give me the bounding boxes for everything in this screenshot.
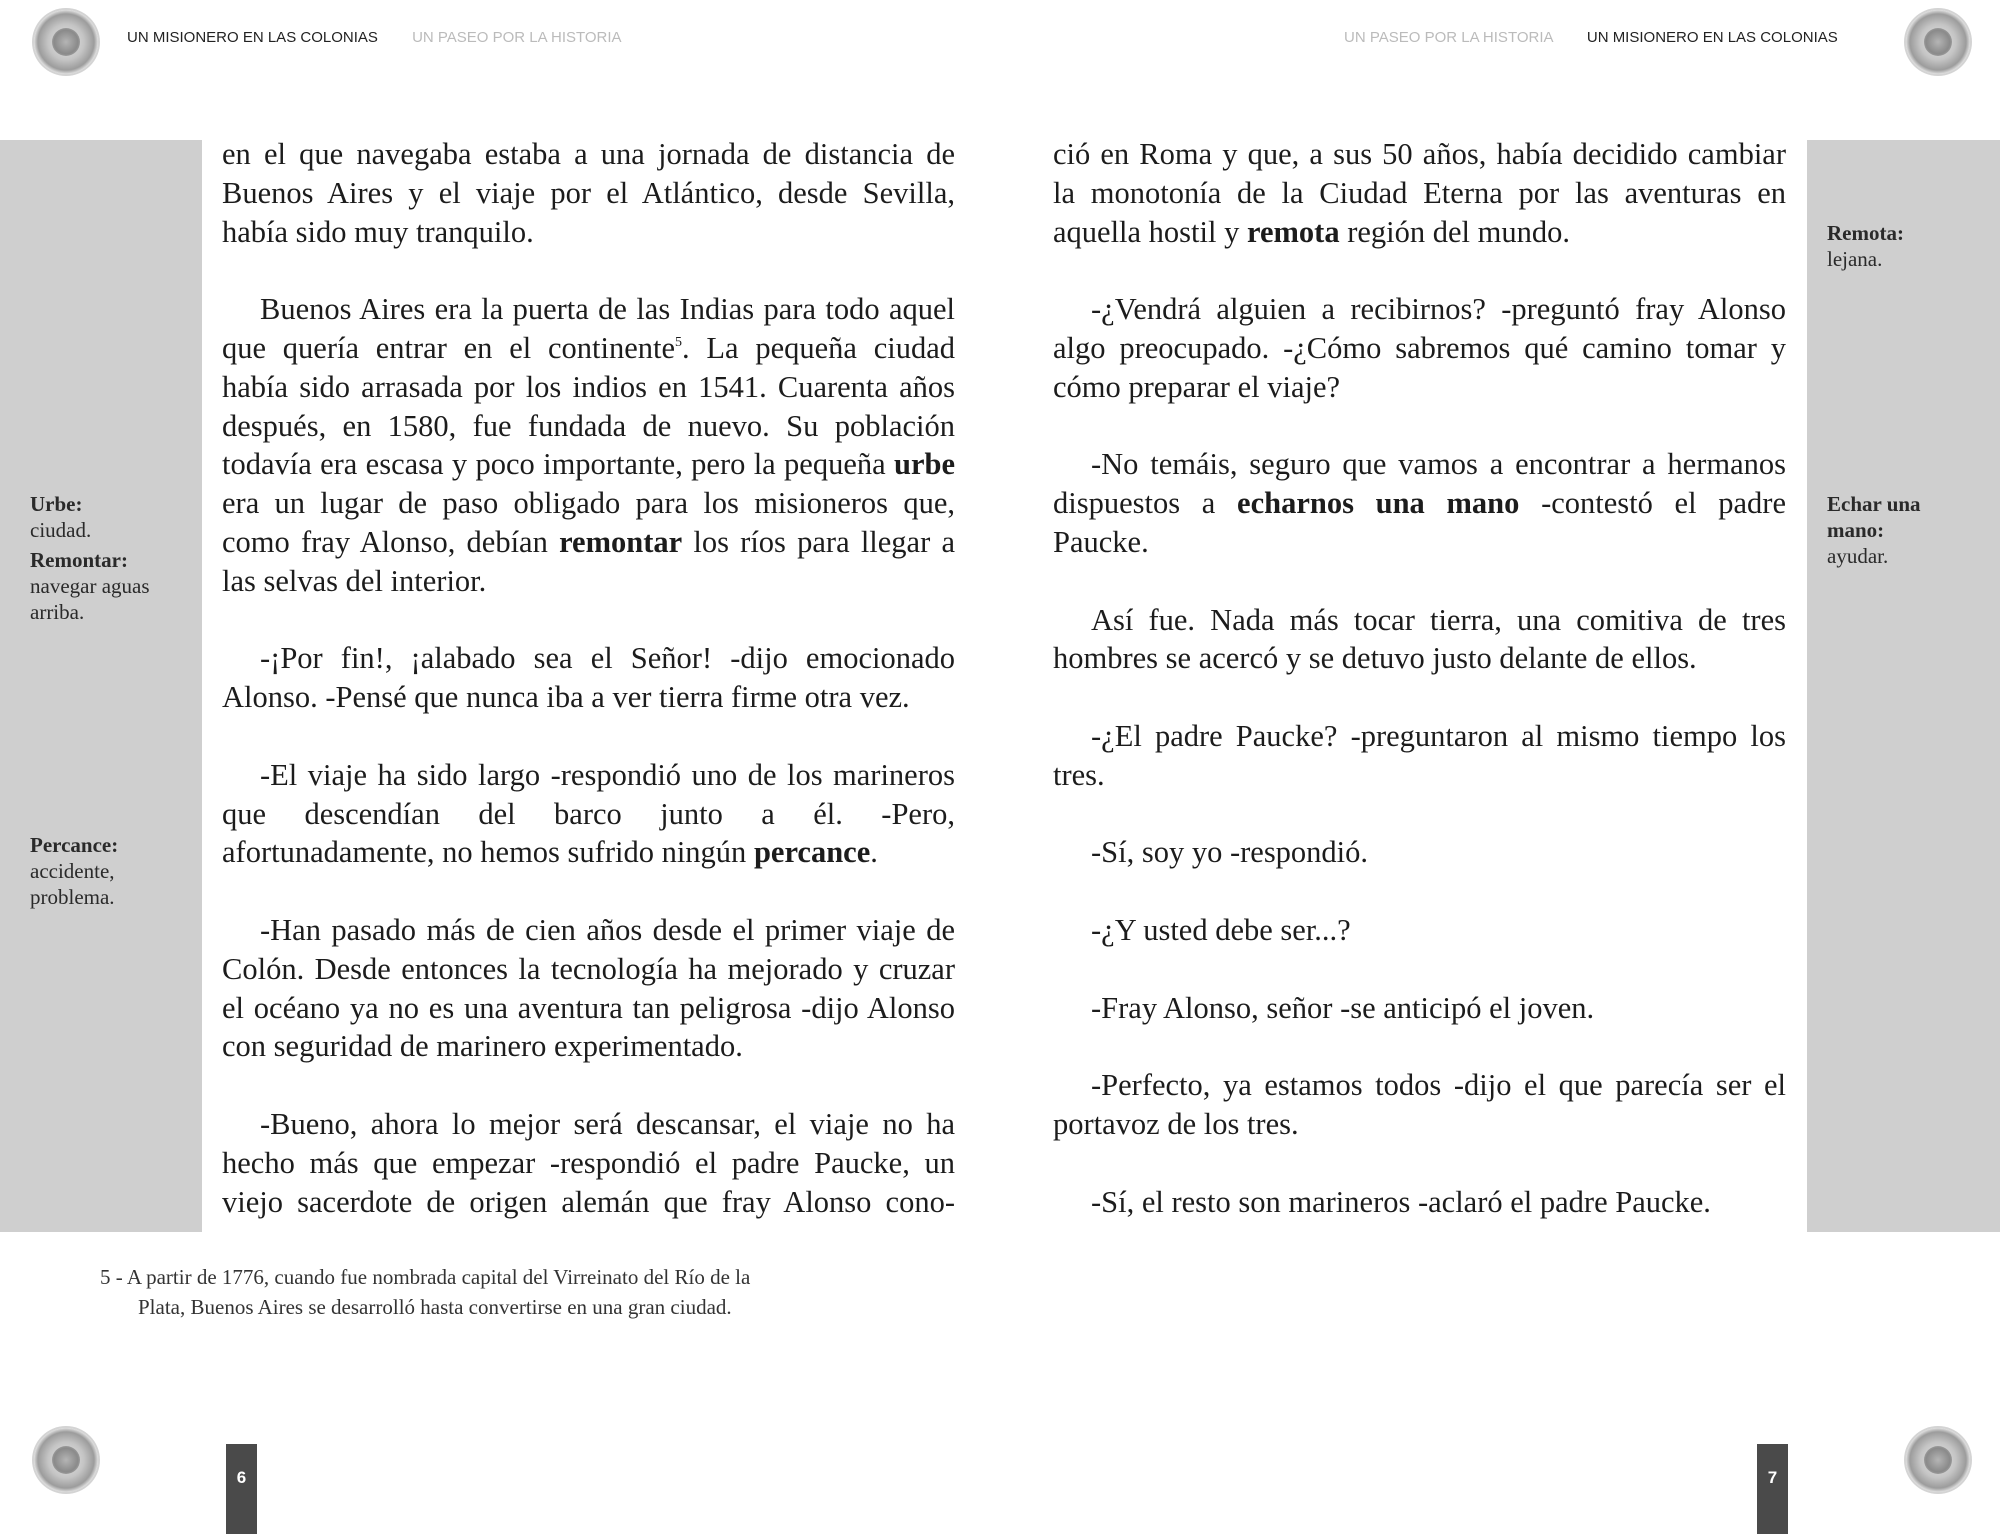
glossary-entry-echar-una-mano (1827, 491, 1957, 569)
glossary-entry-remota (1827, 220, 1987, 272)
header-title: UN MISIONERO EN LAS COLONIAS (1586, 29, 1838, 46)
paragraph: -Perfecto, ya estamos todos -dijo el que parecía ser el portavoz de los tres. (1053, 1068, 1786, 1141)
glossary-word: remontar (559, 524, 683, 559)
paragraph: -Bueno, ahora lo mejor será descansar, el viaje no ha hecho más que empezar -respondió el padre Paucke, un viejo sacerdote de origen alemán que fray Alonso cono- (222, 1106, 955, 1219)
paragraph: Así fue. Nada más tocar tierra, una comitiva de tres hombres se acercó y se detuvo justo delante de ellos. (1053, 602, 1786, 676)
glossary-definition: lejana. (1827, 247, 1883, 271)
body-text (222, 135, 955, 1260)
page-number: 6 (226, 1444, 257, 1534)
paragraph: en el que navegaba estaba a una jornada de distancia de Buenos Aires y el viaje por el Atlántico, desde Sevilla, había sido muy tranquilo. (222, 137, 955, 249)
glossary-term: Urbe: (30, 492, 83, 516)
glossary-term: Echar una mano: (1827, 492, 1921, 542)
seal-icon (1906, 10, 1970, 74)
glossary-definition: ayudar. (1827, 544, 1889, 568)
seal-icon (34, 10, 98, 74)
paragraph: -¿El padre Paucke? -preguntaron al mismo tiempo los tres. (1053, 718, 1786, 792)
paragraph: -¿Y usted debe ser...? (1091, 912, 1351, 947)
footnote-line: Plata, Buenos Aires se desarrolló hasta convertirse en una gran ciudad. (138, 1295, 732, 1319)
glossary-word: urbe (894, 447, 955, 482)
seal-icon (34, 1428, 98, 1492)
paragraph: -Fray Alonso, señor -se anticipó el joven. (1091, 990, 1595, 1025)
glossary-entry-percance (30, 832, 180, 910)
right-page (1000, 0, 2000, 1534)
paragraph: Buenos Aires era la puerta de las Indias para todo aquel que quería entrar en el continente$^5$. La pequeña ciudad había sido arrasada por los indios en 1541. Cuarenta años después, en 1580, fue fundada de nuevo. Su población todavía era escasa y poco importante, pero la pequeña urbe era un lugar de paso obligado para los misioneros que, como fray Alonso, debían remontar los ríos para llegar a las selvas del interior. (222, 292, 955, 598)
glossary-definition: navegar aguas arriba. (30, 574, 150, 624)
footnote-marker: 5 (675, 334, 682, 350)
glossary-term: Remontar: (30, 548, 128, 572)
paragraph: -No temáis, seguro que vamos a encontrar a hermanos dispuestos a echarnos una mano -contestó el padre Paucke. (1053, 447, 1786, 559)
paragraph: -Sí, soy yo -respondió. (1091, 835, 1369, 870)
paragraph: -¿Vendrá alguien a recibirnos? -preguntó fray Alonso algo preocupado. -¿Cómo sabremos qué camino tomar y cómo preparar el viaje? (1053, 292, 1786, 404)
glossary-margin (1807, 140, 2000, 1232)
header-title: UN MISIONERO EN LAS COLONIAS (127, 29, 378, 46)
glossary-entry-remontar (30, 547, 180, 625)
glossary-term: Remota: (1827, 221, 1904, 245)
glossary-margin (0, 140, 202, 1232)
footnote (100, 1262, 960, 1322)
glossary-word: remota (1246, 214, 1340, 249)
page-header (127, 29, 622, 46)
paragraph: ció en Roma y que, a sus 50 años, había decidido cambiar la monotonía de la Ciudad Eterna por las aventuras en aquella hostil y remota región del mundo. (1053, 137, 1786, 249)
paragraph: -Han pasado más de cien años desde el primer viaje de Colón. Desde entonces la tecnología ha mejorado y cruzar el océano ya no es una aventura tan peligrosa -dijo Alonso con seguridad de marinero experimentado. (222, 912, 955, 1064)
body-text (1053, 135, 1786, 1260)
glossary-entry-urbe (30, 491, 190, 543)
header-subtitle: UN PASEO POR LA HISTORIA (412, 29, 622, 46)
paragraph: -Sí, el resto son marineros -aclaró el padre Paucke. (1091, 1184, 1711, 1219)
page-number: 7 (1757, 1444, 1788, 1534)
paragraph: -¡Por fin!, ¡alabado sea el Señor! -dijo emocionado Alonso. -Pensé que nunca iba a ver tierra firme otra vez. (222, 641, 955, 715)
glossary-word: echarnos una mano (1237, 486, 1520, 521)
glossary-definition: accidente, problema. (30, 859, 115, 909)
glossary-definition: ciudad. (30, 518, 92, 542)
footnote-line: 5 - A partir de 1776, cuando fue nombrada capital del Virreinato del Río de la (100, 1265, 751, 1289)
page-header (1344, 29, 1838, 46)
glossary-word: percance (753, 835, 871, 870)
glossary-term: Percance: (30, 833, 119, 857)
seal-icon (1906, 1428, 1970, 1492)
header-subtitle: UN PASEO POR LA HISTORIA (1344, 29, 1553, 46)
paragraph: -El viaje ha sido largo -respondió uno de los marineros que descendían del barco junto a él. -Pero, afortunadamente, no hemos sufrido ningún percance. (222, 757, 955, 870)
